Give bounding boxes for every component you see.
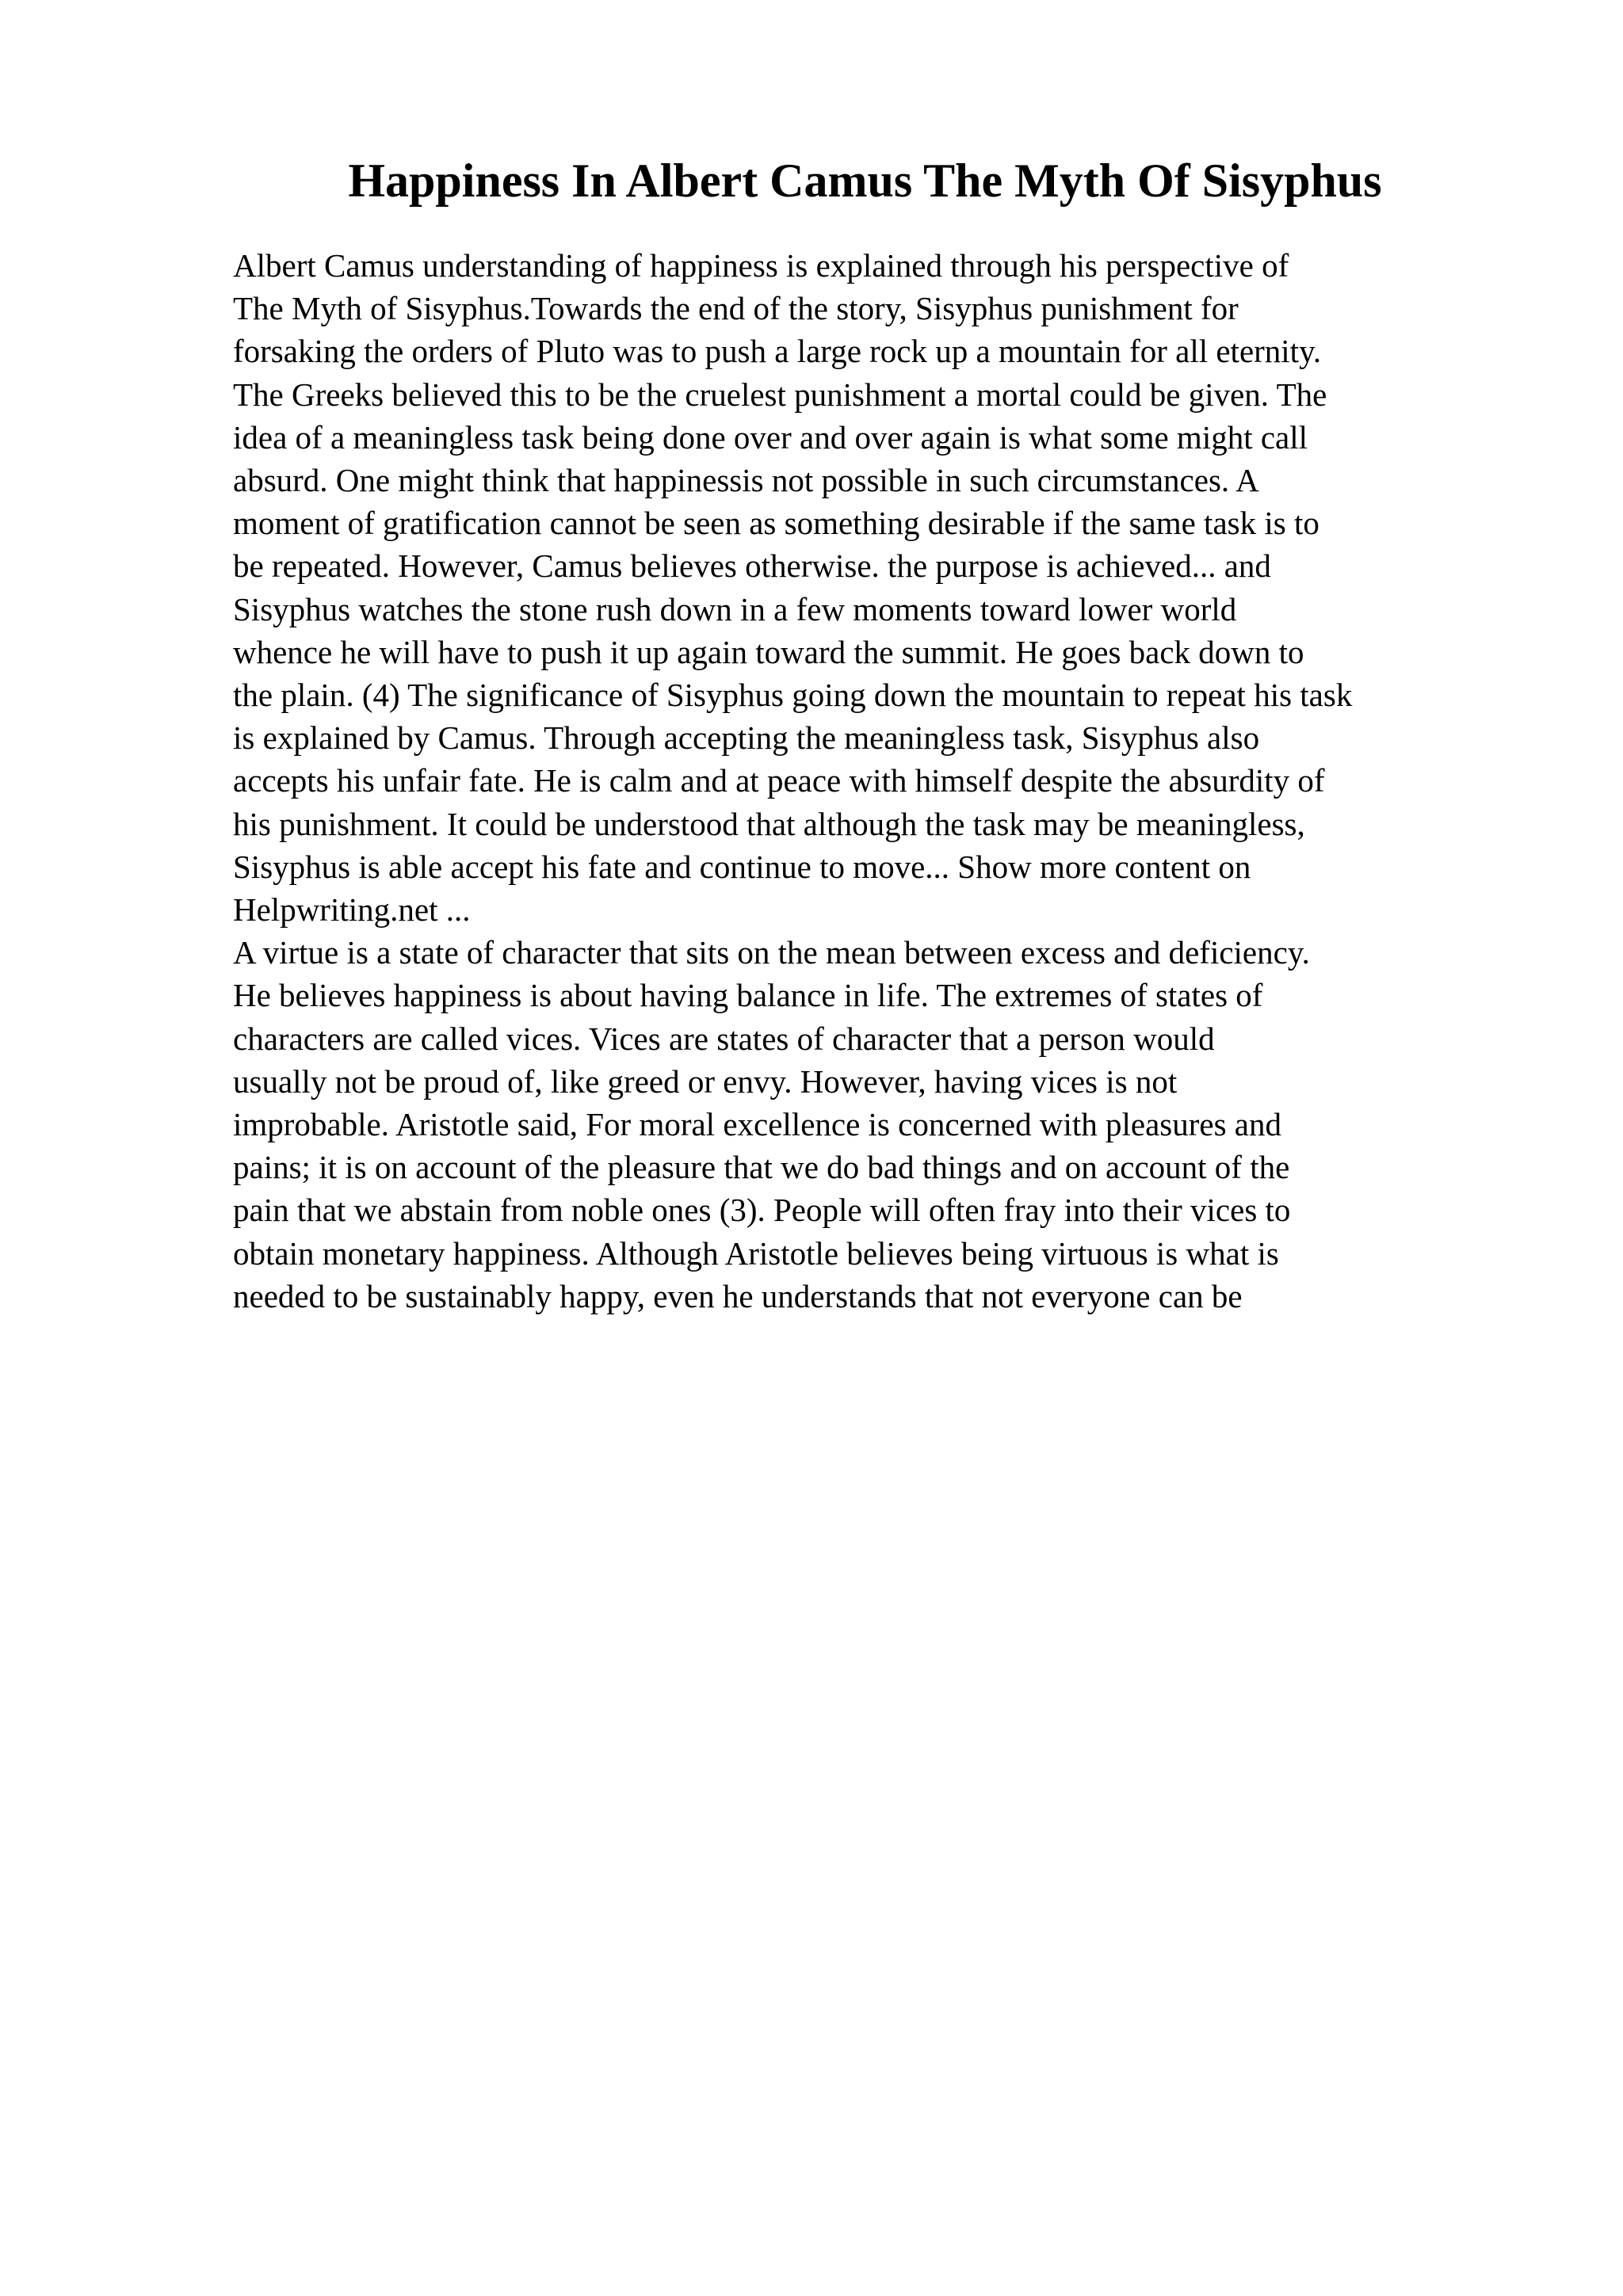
body-text-line: the plain. (4) The significance of Sisyphus going down the mountain to repeat his task (233, 677, 1353, 714)
body-text-line: obtain monetary happiness. Although Aristotle believes being virtuous is what is (233, 1234, 1279, 1272)
body-text-line: moment of gratification cannot be seen as something desirable if the same task is to (233, 505, 1319, 542)
body-text-line: accepts his unfair fate. He is calm and at peace with himself despite the absurdity of (233, 762, 1325, 799)
document-title: Happiness In Albert Camus The Myth Of Sisyphus (348, 154, 1382, 207)
body-text-line: Sisyphus watches the stone rush down in a few moments toward lower world (233, 590, 1237, 627)
body-text-line: Sisyphus is able accept his fate and continue to move... Show more content on (233, 848, 1251, 885)
body-text-line: needed to be sustainably happy, even he understands that not everyone can be (233, 1277, 1243, 1314)
body-text-line: absurd. One might think that happinessis not possible in such circumstances. A (233, 462, 1259, 499)
body-text-line: idea of a meaningless task being done over and over again is what some might call (233, 418, 1308, 456)
body-text-line: characters are called vices. Vices are states of character that a person would (233, 1020, 1215, 1057)
body-text-line: pains; it is on account of the pleasure that we do bad things and on account of the (233, 1149, 1290, 1186)
body-text-line: The Greeks believed this to be the cruelest punishment a mortal could be given. The (233, 376, 1327, 413)
body-text-line: whence he will have to push it up again toward the summit. He goes back down to (233, 633, 1304, 670)
body-text-line: pain that we abstain from noble ones (3). People will often fray into their vices to (233, 1192, 1291, 1229)
document-body (233, 244, 1533, 1318)
body-text-line: usually not be proud of, like greed or envy. However, having vices is not (233, 1062, 1178, 1100)
body-text-line: Albert Camus understanding of happiness is explained through his perspective of (233, 247, 1289, 284)
body-text-line: He believes happiness is about having balance in life. The extremes of states of (233, 977, 1263, 1014)
body-text-line: is explained by Camus. Through accepting the meaningless task, Sisyphus also (233, 719, 1260, 757)
body-text-line: The Myth of Sisyphus.Towards the end of the story, Sisyphus punishment for (233, 290, 1239, 327)
body-text-line: Helpwriting.net ... (233, 891, 471, 929)
body-text-line: be repeated. However, Camus believes otherwise. the purpose is achieved... and (233, 547, 1271, 585)
body-text-line: forsaking the orders of Pluto was to push a large rock up a mountain for all eternity. (233, 333, 1322, 370)
body-text-line: his punishment. It could be understood that although the task may be meaningless, (233, 805, 1305, 842)
body-text-line: A virtue is a state of character that sits on the mean between excess and deficiency. (233, 934, 1310, 971)
body-text-line: improbable. Aristotle said, For moral excellence is concerned with pleasures and (233, 1106, 1281, 1143)
